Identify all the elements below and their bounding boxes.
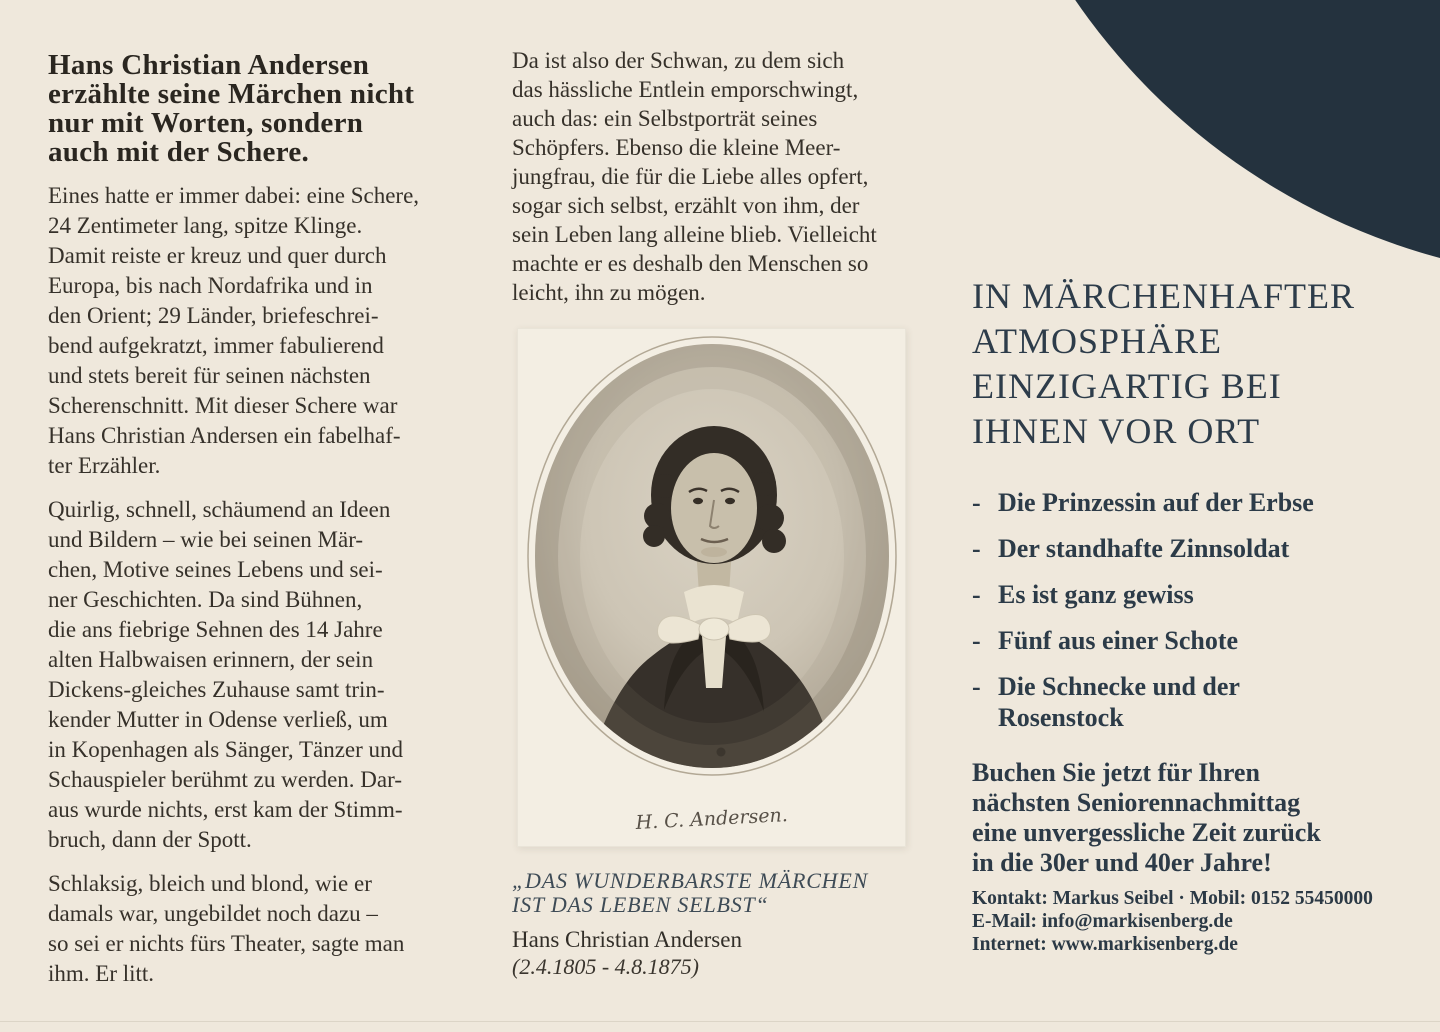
list-item [972,671,1432,733]
list-item-label: Die Prinzessin auf der Erbse [998,488,1314,517]
offer-heading-line: EINZIGARTIG BEI [972,366,1282,406]
contact-website-line: Internet: www.markisenberg.de [972,934,1238,955]
caption-name: Hans Christian Andersen [512,927,742,952]
list-item-label: Es ist ganz gewiss [998,580,1194,609]
caption-dates: (2.4.1805 - 4.8.1875) [512,954,699,979]
offer-heading [972,274,1432,454]
andersen-portrait-illustration [517,328,906,847]
list-item [972,579,1432,610]
middle-column [512,46,972,307]
andersen-portrait-photo [517,328,906,847]
list-item [972,625,1432,656]
list-dash: - [972,488,981,517]
list-dash: - [972,672,981,701]
list-item [972,487,1432,518]
offer-heading-line: IHNEN VOR ORT [972,411,1261,451]
intro-paragraph-2: Quirlig, schnell, schäumend an Ideen und Bildern – wie bei seinen Mär- chen, Motive seines Lebens und sei- ner Geschichten. Da sind Bühnen, die ans fiebrige Sehnen des 14 Jahre alten Halbwaisen erinnern, der sein Dickens-gleiches Zuhause samt trin- kender Mutter in Odense verließ, um in Kopenhagen als Sänger, Tänzer und Schauspieler berühmt zu werden. Dar- aus wurde nichts, erst kam der Stimm- bruch, dann der Spott. [48,497,404,852]
contact-phone-line: Kontakt: Markus Seibel · Mobil: 0152 55450000 [972,888,1373,909]
list-item-label: Fünf aus einer Schote [998,626,1239,655]
offer-heading-line: ATMOSPHÄRE [972,321,1223,361]
left-column [48,51,483,1003]
page-bottom-edge [0,1021,1440,1022]
list-dash: - [972,626,981,655]
andersen-quote: „DAS WUNDERBARSTE MÄRCHEN IST DAS LEBEN SELBST“ [512,868,869,917]
right-column [972,274,1432,956]
portrait-signature: H. C. Andersen. [635,804,789,834]
fairy-tale-list [972,487,1432,733]
booking-call-to-action: Buchen Sie jetzt für Ihren nächsten Seniorennachmittag eine unvergessliche Zeit zurück in die 30er und 40er Jahre! [972,758,1321,877]
list-dash: - [972,580,981,609]
list-dash: - [972,534,981,563]
list-item [972,533,1432,564]
contact-email-line: E-Mail: info@markisenberg.de [972,911,1233,932]
list-item-label: Der standhafte Zinnsoldat [998,534,1290,563]
intro-paragraph-3: Schlaksig, bleich und blond, wie er damals war, ungebildet noch dazu – so sei er nichts fürs Theater, sagte man ihm. Er litt. [48,871,405,986]
swan-paragraph: Da ist also der Schwan, zu dem sich das hässliche Entlein emporschwingt, auch das: ein Selbstporträt seines Schöpfers. Ebenso die kleine Meer- jungfrau, die für die Liebe alles opfert, sogar sich selbst, erzählt von ihm, der sein Leben lang alleine blieb. Vielleicht machte er es deshalb den Menschen so leicht, ihn zu mögen. [512,48,877,305]
intro-heading: Hans Christian Andersen erzählte seine Märchen nicht nur mit Worten, sondern auch mit der Schere. [48,49,415,168]
contact-block [972,887,1432,956]
list-item-label: Die Schnecke und der Rosenstock [998,672,1240,732]
offer-heading-line: IN MÄRCHENHAFTER [972,276,1356,316]
portrait-caption [512,869,972,979]
corner-circle-decoration [962,0,1440,280]
intro-paragraph-1: Eines hatte er immer dabei: eine Schere, 24 Zentimeter lang, spitze Klinge. Damit reiste er kreuz und quer durch Europa, bis nach Nordafrika und in den Orient; 29 Länder, briefeschrei- bend aufgekratzt, immer fabulierend und stets bereit für seinen nächsten Scherenschnitt. Mit dieser Schere war Hans Christian Andersen ein fabelhaf- ter Erzähler. [48,183,420,478]
